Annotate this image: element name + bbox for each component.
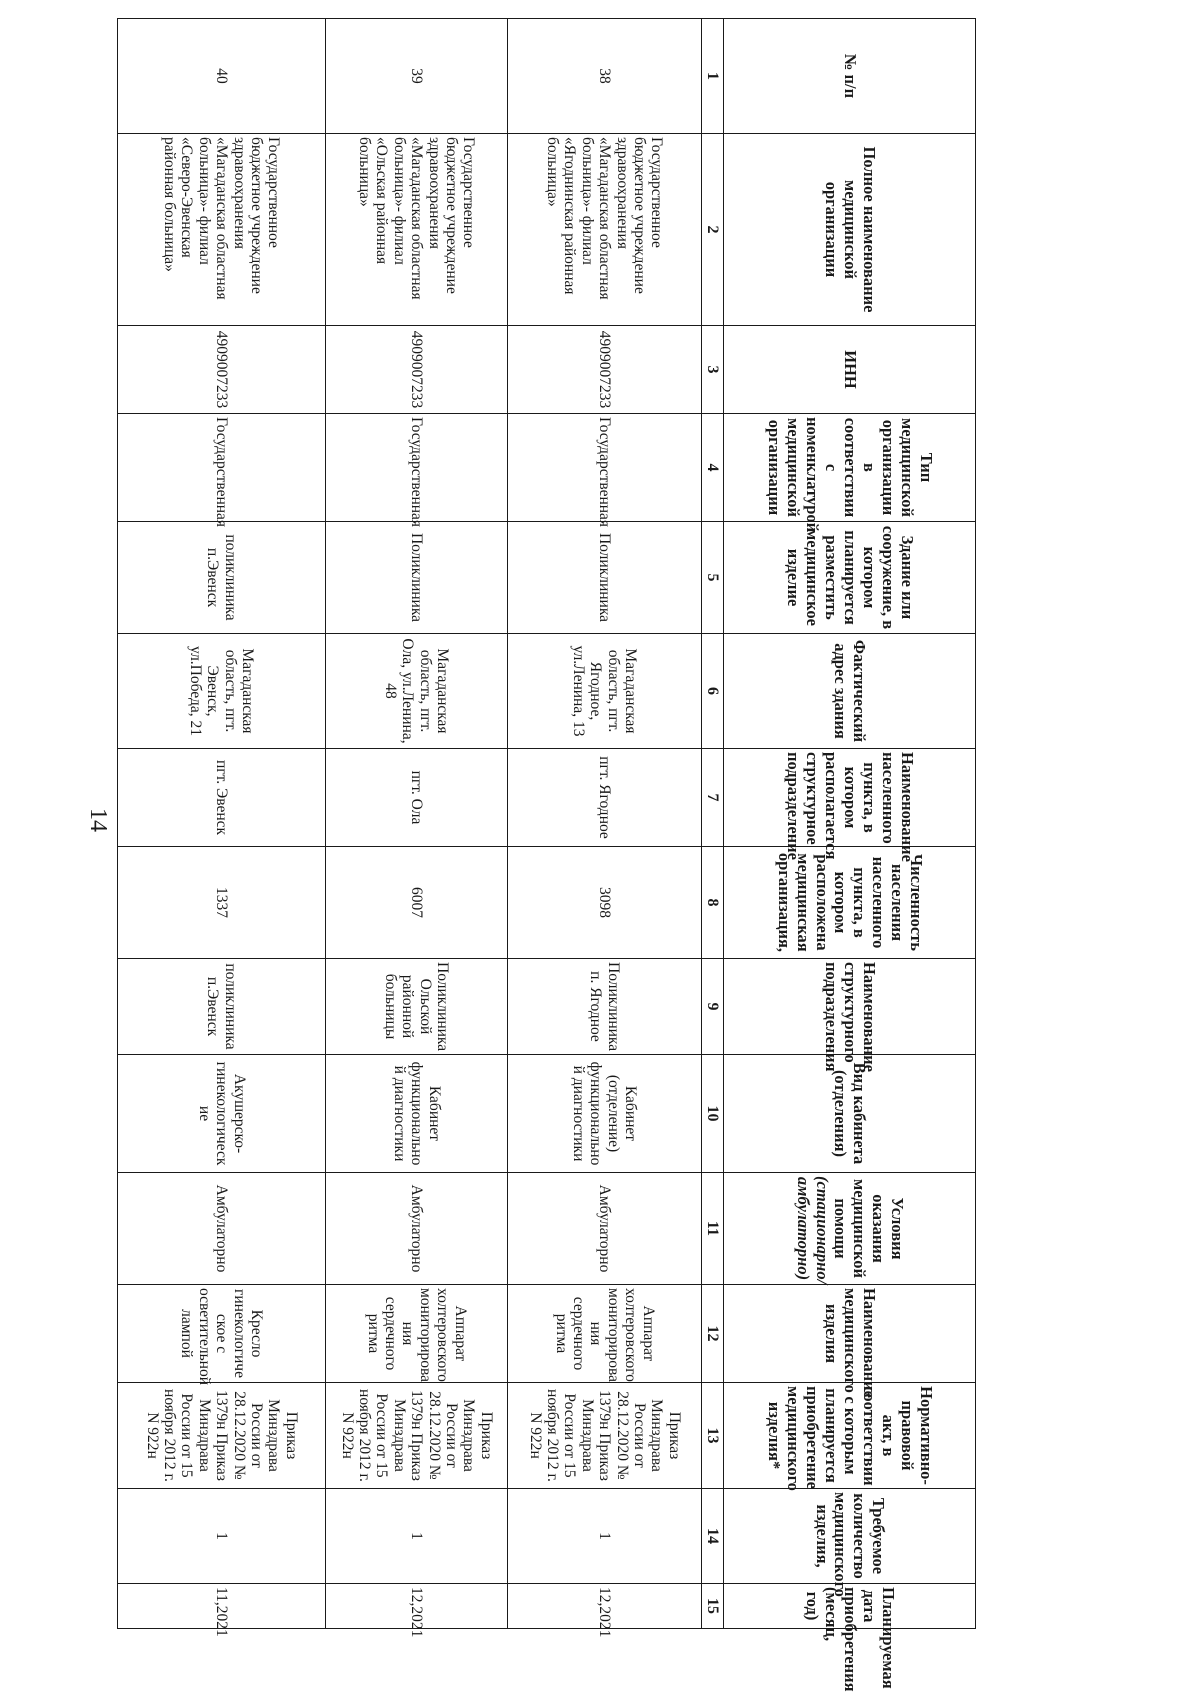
cell-org-name: Государственное бюджетное учреждение здравоохранения «Магаданская областная больница»- филиал «Северо-Эвенская районная больница»: [118, 134, 326, 326]
cell-subdivision: Поликлиника Ольской районной больницы: [326, 959, 508, 1055]
header-org-name: Полное наименование медицинской организации: [724, 134, 976, 326]
header-population: Численность населения населенного пункта, в котором расположена медицинская организация,: [724, 847, 976, 959]
cell-org-type: Государственная: [118, 414, 326, 522]
cell-legal-act: Приказ Минздрава России от 28.12.2020 № 1379н Приказ Минздрава России от 15 ноября 2012 г. N 922н: [508, 1383, 702, 1489]
cell-legal-act: Приказ Минздрава России от 28.12.2020 № 1379н Приказ Минздрава России от 15 ноября 2012 г. N 922н: [326, 1383, 508, 1489]
header-conditions: [724, 1173, 976, 1285]
header-conditions-label: Условия оказания медицинской помощи: [831, 1178, 908, 1279]
column-number: 8: [702, 847, 724, 959]
cell-date: 11,2021: [118, 1584, 326, 1629]
header-inn: ИНН: [724, 326, 976, 414]
cell-cabinet: Кабинет (отделение) функционально й диагностики: [508, 1055, 702, 1173]
column-number: 9: [702, 959, 724, 1055]
column-number-row: [702, 19, 724, 1629]
cell-quantity: 1: [118, 1489, 326, 1584]
header-building: Здание или сооружение, в котором планируется разместить медицинское изделие: [724, 522, 976, 634]
cell-device: Аппарат холтеровского мониторирова ния сердечного ритма: [508, 1285, 702, 1383]
header-num: № п/п: [724, 19, 976, 134]
rotated-table-wrapper: [118, 18, 976, 1692]
column-number: 12: [702, 1285, 724, 1383]
column-number: 6: [702, 634, 724, 749]
cell-quantity: 1: [326, 1489, 508, 1584]
cell-inn: 4909007233: [508, 326, 702, 414]
header-date: Планируемая дата приобретения (месяц, год): [724, 1584, 976, 1629]
header-row: [724, 19, 976, 1629]
cell-cabinet: Акушерско-гинекологическ ие: [118, 1055, 326, 1173]
column-number: 15: [702, 1584, 724, 1629]
cell-settlement: пгт. Ола: [326, 749, 508, 847]
cell-population: 3098: [508, 847, 702, 959]
cell-inn: 4909007233: [326, 326, 508, 414]
cell-cabinet: Кабинет функционально й диагностики: [326, 1055, 508, 1173]
cell-org-type: Государственная: [326, 414, 508, 522]
column-number: 11: [702, 1173, 724, 1285]
header-address: Фактический адрес здания: [724, 634, 976, 749]
column-number: 2: [702, 134, 724, 326]
cell-org-name: Государственное бюджетное учреждение здравоохранения «Магаданская областная больница»- филиал «Ольская районная больница»: [326, 134, 508, 326]
medical-equipment-table: [117, 18, 976, 1692]
cell-subdivision: поликлиника п.Эвенск: [118, 959, 326, 1055]
cell-num: 39: [326, 19, 508, 134]
cell-quantity: 1: [508, 1489, 702, 1584]
cell-device: Кресло гинекологиче ское с осветительной лампой: [118, 1285, 326, 1383]
cell-building: Поликлиника: [508, 522, 702, 634]
column-number: 13: [702, 1383, 724, 1489]
column-number: 5: [702, 522, 724, 634]
cell-address: Магаданская область, пгт. Эвенск, ул.Победа, 21: [118, 634, 326, 749]
cell-num: 40: [118, 19, 326, 134]
header-cabinet: Вид кабинета (отделения): [724, 1055, 976, 1173]
header-conditions-italic: (стационарно/ амбулаторно): [793, 1176, 832, 1285]
column-number: 10: [702, 1055, 724, 1173]
cell-address: Магаданская область, пгт. Ягодное, ул.Ленина, 13: [508, 634, 702, 749]
table-row: [118, 19, 326, 1629]
cell-population: 6007: [326, 847, 508, 959]
cell-inn: 4909007233: [118, 326, 326, 414]
cell-settlement: пгт. Ягодное: [508, 749, 702, 847]
cell-population: 1337: [118, 847, 326, 959]
cell-org-name: Государственное бюджетное учреждение здравоохранения «Магаданская областная больница»- филиал «Ягоднинская районная больница»: [508, 134, 702, 326]
header-quantity: Требуемое количество медицинского изделия,: [724, 1489, 976, 1584]
column-number: 1: [702, 19, 724, 134]
header-settlement: Наименование населенного пункта, в котором располагается структурное подразделение: [724, 749, 976, 847]
cell-building: поликлиника п.Эвенск: [118, 522, 326, 634]
cell-address: Магаданская область, пгт. Ола, ул.Ленина, 48: [326, 634, 508, 749]
cell-num: 38: [508, 19, 702, 134]
page-number: 14: [85, 808, 111, 832]
cell-date: 12,2021: [326, 1584, 508, 1629]
cell-conditions: Амбулаторно: [326, 1173, 508, 1285]
column-number: 14: [702, 1489, 724, 1584]
header-org-type: Тип медицинской организации в соответствии с номенклатурой медицинской организации: [724, 414, 976, 522]
cell-device: Аппарат холтеровского мониторирова ния сердечного ритма: [326, 1285, 508, 1383]
table-row: [508, 19, 702, 1629]
cell-settlement: пгт. Эвенск: [118, 749, 326, 847]
table-row: [326, 19, 508, 1629]
cell-date: 12,2021: [508, 1584, 702, 1629]
cell-subdivision: Поликлиника п. Ягодное: [508, 959, 702, 1055]
cell-conditions: Амбулаторно: [508, 1173, 702, 1285]
cell-conditions: Амбулаторно: [118, 1173, 326, 1285]
cell-building: Поликлиника: [326, 522, 508, 634]
column-number: 3: [702, 326, 724, 414]
header-legal-act: Нормативно-правовой акт, в соответствии с которым планируется приобретение медицинского изделия*: [724, 1383, 976, 1489]
column-number: 4: [702, 414, 724, 522]
header-device: Наименование медицинского изделия: [724, 1285, 976, 1383]
column-number: 7: [702, 749, 724, 847]
cell-legal-act: Приказ Минздрава России от 28.12.2020 № 1379н Приказ Минздрава России от 15 ноября 2012 г. N 922н: [118, 1383, 326, 1489]
cell-org-type: Государственная: [508, 414, 702, 522]
header-subdivision: Наименование структурного подразделения: [724, 959, 976, 1055]
